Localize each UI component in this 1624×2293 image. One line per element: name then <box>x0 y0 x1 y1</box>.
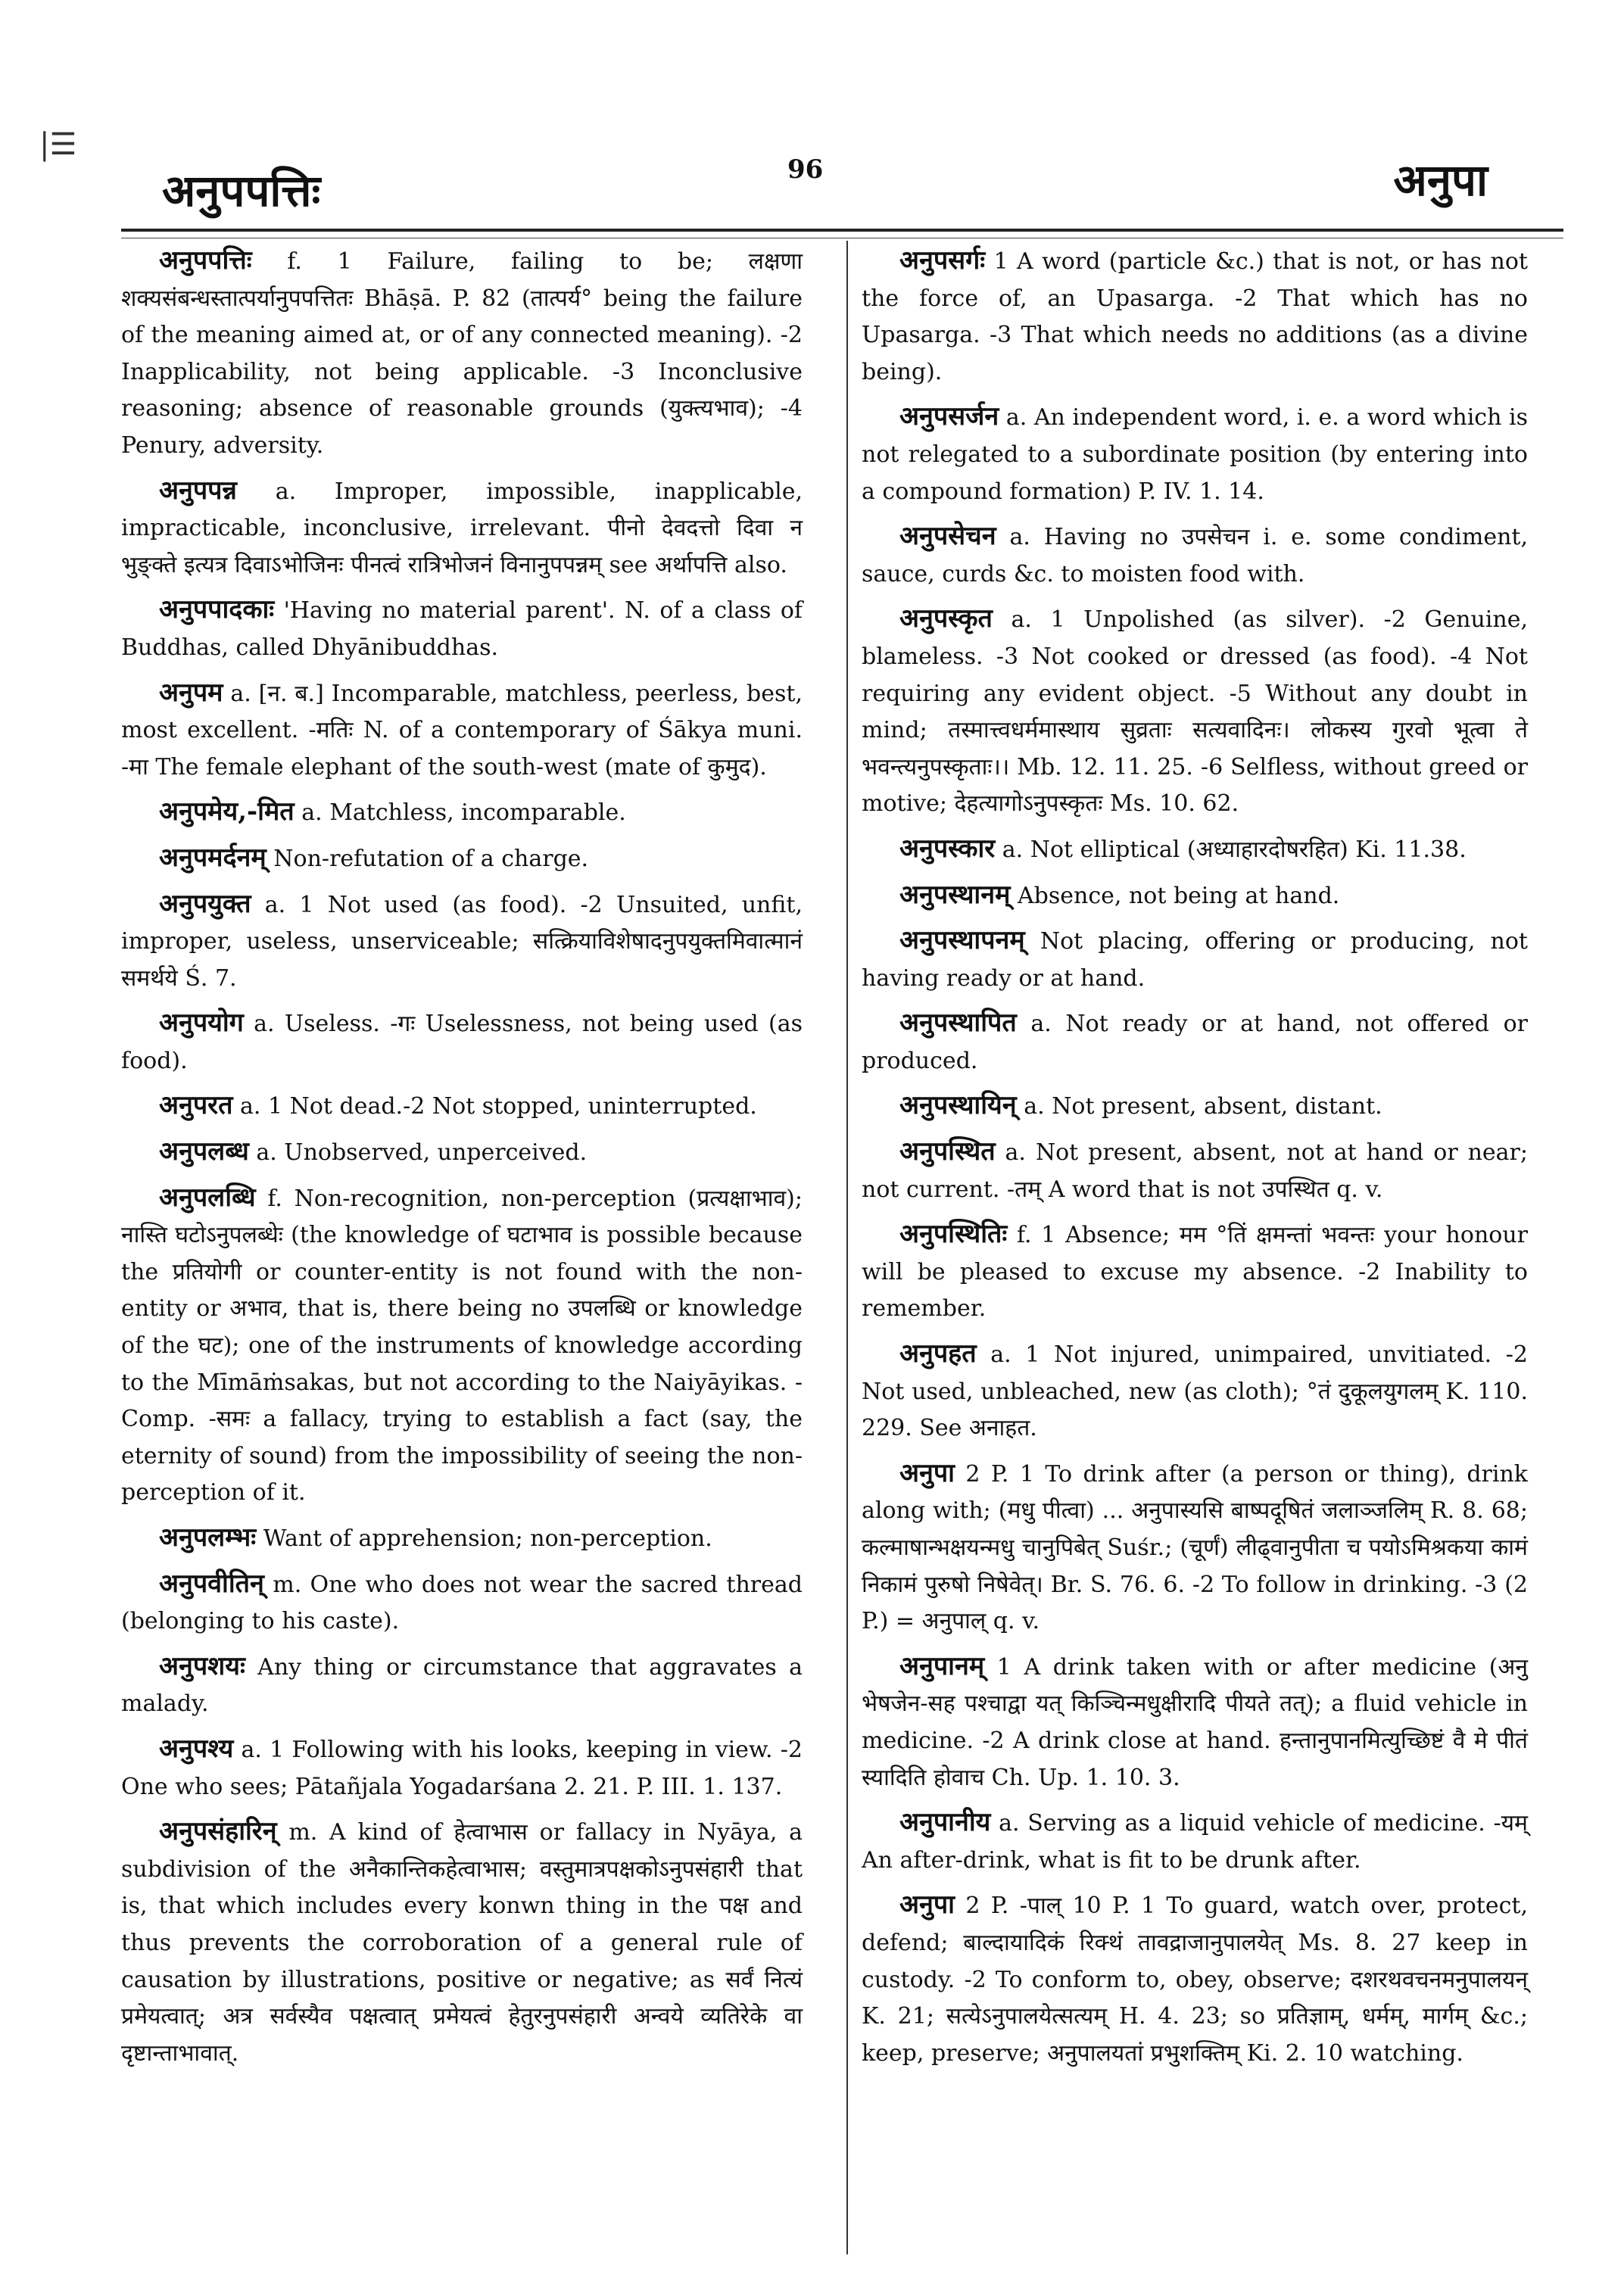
dictionary-entry <box>121 675 803 787</box>
dictionary-entry <box>862 1005 1528 1080</box>
entry-headword: अनुपवीतिन् <box>159 1568 264 1599</box>
dictionary-entry <box>121 1087 803 1126</box>
left-column <box>121 242 803 2080</box>
entry-definition: a. Serving as a liquid vehicle of medicine. -यम् An after-drink, what is fit to be drunk after. <box>862 1810 1528 1874</box>
entry-definition: a. Having no उपसेचन i. e. some condiment, sauce, curds &c. to moisten food with. <box>862 524 1528 587</box>
entry-headword: अनुपसर्गः <box>899 245 986 276</box>
dictionary-entry <box>121 886 803 998</box>
entry-headword: अनुपमेय,-मित <box>159 796 295 827</box>
dictionary-entry <box>121 1005 803 1080</box>
entry-headword: अनुपस्थापित <box>899 1008 1017 1039</box>
page-number: 96 <box>787 154 824 185</box>
entry-definition: a. Improper, impossible, inapplicable, impracticable, inconclusive, irrelevant. पीनो देवदत्तो दिवा न भुङ्क्ते इत्यत्र दिवाऽभोजिनः पीनत्वं रात्रिभोजनं विनानुपपन्नम् see अर्थापत्ति also. <box>121 478 803 578</box>
entry-definition: a. 1 Following with his looks, keeping in view. -2 One who sees; Pātañjala Yogadarśana 2. 21. P. III. 1. 137. <box>121 1736 803 1800</box>
dictionary-entry <box>121 1648 803 1723</box>
running-head-left: अनुपपत्तिः <box>162 165 321 217</box>
entry-headword: अनुपयोग <box>159 1008 244 1039</box>
right-column <box>862 242 1528 2080</box>
entry-definition: a. Useless. -गः Uselessness, not being used (as food). <box>121 1011 803 1074</box>
entry-headword: अनुपश्य <box>159 1733 234 1764</box>
entry-definition: a. 1 Not injured, unimpaired, unvitiated. -2 Not used, unbleached, new (as cloth); °तं दुकूलयुगलम् K. 110. 229. See अनाहत. <box>862 1341 1528 1442</box>
dictionary-entry <box>862 242 1528 391</box>
entry-definition: Non-refutation of a charge. <box>273 845 589 872</box>
dictionary-entry <box>862 830 1528 869</box>
entry-headword: अनुपसंहारिन् <box>159 1816 277 1847</box>
dictionary-entry <box>121 840 803 878</box>
dictionary-entry <box>121 1566 803 1640</box>
entry-headword: अनुपानीय <box>899 1807 991 1838</box>
dictionary-entry <box>862 398 1528 510</box>
entry-headword: अनुपस्थानम् <box>899 879 1011 910</box>
entry-definition: 2 P. -पाल् 10 P. 1 To guard, watch over, protect, defend; बाल्दायादिकं रिक्थं तावद्राजानुपालयेत् Ms. 8. 27 keep in custody. -2 To conform to, obey, observe; दशरथवचनमनुपालयन् K. 21; सत्येऽनुपालयेत्सत्यम् H. 4. 23; so प्रतिज्ञाम्, धर्मम्, मार्गम् &c.; keep, preserve; अनुपालयतां प्रभुशक्तिम् Ki. 2. 10 watching. <box>862 1893 1528 2067</box>
entry-headword: अनुपपादकाः <box>159 594 275 625</box>
entry-definition: a. 1 Unpolished (as silver). -2 Genuine, blameless. -3 Not cooked or dressed (as food). -4 Not requiring any evident object. -5 Without any doubt in mind; तस्मात्त्वधर्ममास्थाय सुव्रताः सत्यवादिनः। लोकस्य गुरवो भूत्वा ते भवन्त्यनुपस्कृताः।। Mb. 12. 11. 25. -6 Selfless, without greed or motive; देहत्यागोऽनुपस्कृतः Ms. 10. 62. <box>862 606 1528 818</box>
dictionary-entry <box>862 1087 1528 1126</box>
entry-definition: a. Not elliptical (अध्याहारदोषरहित) Ki. 11.38. <box>1002 836 1467 863</box>
dictionary-entry <box>862 922 1528 997</box>
entry-definition: 2 P. 1 To drink after (a person or thing), drink along with; (मधु पीत्वा) ... अनुपास्यसि बाष्पदूषितं जलाञ्जलिम् R. 8. 68; कल्माषान्भक्षयन्मधु चानुपिबेत् Suśr.; (चूर्णं) लीढ्वानुपीता च पयोऽमिश्रकया कामं निकामं पुरुषो निषेवेत्। Br. S. 76. 6. -2 To follow in drinking. -3 (2 P.) = अनुपाल् q. v. <box>862 1460 1528 1635</box>
dictionary-entry <box>862 1886 1528 2072</box>
entry-headword: अनुपहत <box>899 1338 977 1369</box>
entry-definition: a. Not present, absent, not at hand or near; not current. -तम् A word that is not उपस्थित q. v. <box>862 1139 1528 1203</box>
entry-definition: a. Unobserved, unperceived. <box>256 1139 588 1167</box>
dictionary-entry <box>121 1133 803 1172</box>
entry-headword: अनुपमर्दनम् <box>159 842 267 873</box>
dictionary-entry <box>862 877 1528 915</box>
entry-headword: अनुपस्थायिन् <box>899 1090 1017 1121</box>
entry-definition: a. Not present, absent, distant. <box>1024 1093 1382 1120</box>
entry-headword: अनुपम <box>159 677 223 708</box>
dictionary-entry <box>121 1519 803 1558</box>
entry-definition: a. 1 Not used (as food). -2 Unsuited, unfit, improper, useless, unserviceable; सत्क्रियाविशेषादनुपयुक्तमिवात्मानं समर्थये Ś. 7. <box>121 891 803 992</box>
entry-headword: अनुपयुक्त <box>159 888 251 919</box>
dictionary-entry <box>862 1455 1528 1640</box>
entry-headword: अनुपलम्भः <box>159 1522 257 1553</box>
dictionary-entry <box>862 1648 1528 1796</box>
entry-headword: अनुपस्थापनम् <box>899 925 1025 956</box>
entry-headword: अनुपरत <box>159 1090 233 1121</box>
entry-headword: अनुपा <box>899 1890 955 1921</box>
entry-headword: अनुपशयः <box>159 1650 245 1681</box>
entry-definition: a. Not ready or at hand, not offered or produced. <box>862 1011 1528 1074</box>
entry-headword: अनुपलब्धि <box>159 1182 256 1213</box>
entry-headword: अनुपस्थितिः <box>899 1219 1008 1250</box>
entry-headword: अनुपस्कृत <box>899 603 993 634</box>
entry-definition: a. [न. ब.] Incomparable, matchless, peerless, best, most excellent. -मतिः N. of a contemporary of Śākya muni. -मा The female elephant of the south-west (mate of कुमुद). <box>121 680 803 780</box>
entry-definition: a. 1 Not dead.-2 Not stopped, uninterrupted. <box>240 1093 757 1120</box>
entry-headword: अनुपपन्न <box>159 475 237 506</box>
dictionary-entry <box>862 1804 1528 1879</box>
entry-definition: m. A kind of हेत्वाभास or fallacy in Nyāya, a subdivision of the अनैकान्तिकहेत्वाभास; वस्तुमात्रपक्षकोऽनुपसंहारी that is, that which includes every konwn thing in the पक्ष and thus prevents the corroboration of a general rule of causation by illustrations, positive or negative; as सर्वं नित्यं प्रमेयत्वात्; अत्र सर्वस्यैव पक्षत्वात् प्रमेयत्वं हेतुरनुपसंहारी अन्वये व्यतिरेके वा दृष्टान्ताभावात्. <box>121 1819 803 2067</box>
dictionary-entry <box>862 1133 1528 1208</box>
entry-headword: अनुपलब्ध <box>159 1136 249 1167</box>
entry-definition: Absence, not being at hand. <box>1018 882 1340 909</box>
entry-headword: अनुपसेचन <box>899 521 996 552</box>
dictionary-entry <box>121 472 803 584</box>
entry-headword: अनुपसर्जन <box>899 401 999 432</box>
entry-definition: 1 A drink taken with or after medicine (अनु भेषजेन-सह पश्चाद्वा यत् किञ्चिन्मधुक्षीरादि पीयते तत्); a fluid vehicle in medicine. -2 A drink close at hand. हन्तानुपानमित्युच्छिष्टं वै मे पीतं स्यादिति होवाच Ch. Up. 1. 10. 3. <box>862 1653 1528 1791</box>
dictionary-entry <box>862 518 1528 593</box>
dictionary-entry <box>862 1216 1528 1328</box>
dictionary-entry <box>121 1813 803 2072</box>
entry-headword: अनुपानम् <box>899 1650 985 1681</box>
column-divider <box>846 241 848 2254</box>
dictionary-entry <box>121 1731 803 1805</box>
header-rule <box>121 229 1563 232</box>
entry-headword: अनुपपत्तिः <box>159 245 252 276</box>
dictionary-entry <box>862 1335 1528 1447</box>
entry-definition: Want of apprehension; non-perception. <box>263 1525 712 1552</box>
entry-headword: अनुपस्थित <box>899 1136 996 1167</box>
entry-definition: 1 A word (particle &c.) that is not, or has not the force of, an Upasarga. -2 That which has no Upasarga. -3 That which needs no additions (as a divine being). <box>862 248 1528 385</box>
dictionary-entry <box>121 1179 803 1512</box>
entry-headword: अनुपा <box>899 1457 955 1488</box>
entry-definition: f. 1 Failure, failing to be; लक्षणा शक्यसंबन्धस्तात्पर्यानुपपत्तितः Bhāṣā. P. 82 (तात्पर्य° being the failure of the meaning aimed at, or of any connected meaning). -2 Inapplicability, not being applicable. -3 Inconclusive reasoning; absence of reasonable grounds (युक्त्यभाव); -4 Penury, adversity. <box>121 248 803 459</box>
dictionary-entry <box>862 600 1528 823</box>
entry-definition: f. 1 Absence; मम °तिं क्षमन्तां भवन्तः your honour will be pleased to excuse my absence. -2 Inability to remember. <box>862 1222 1528 1323</box>
entry-definition: 'Having no material parent'. N. of a class of Buddhas, called Dhyānibuddhas. <box>121 597 803 661</box>
entry-definition: f. Non-recognition, non-perception (प्रत्यक्षाभाव); नास्ति घटोऽनुपलब्धेः (the knowledge of घटाभाव is possible because the प्रतियोगी or counter-entity is not found with the non-entity or अभाव, that is, there being no उपलब्धि or knowledge of the घट); one of the instruments of knowledge according to the Mīmāṁsakas, but not according to the Naiyāyikas. -Comp. -समः a fallacy, trying to establish a fact (say, the eternity of sound) from the impossibility of seeing the non-perception of it. <box>121 1185 803 1506</box>
entry-headword: अनुपस्कार <box>899 833 996 864</box>
dictionary-entry <box>121 242 803 465</box>
dictionary-entry <box>121 793 803 832</box>
entry-definition: a. Matchless, incomparable. <box>301 799 626 827</box>
running-head-right: अनुपा <box>1393 154 1488 206</box>
entry-definition: Not placing, offering or producing, not having ready or at hand. <box>862 928 1528 992</box>
entry-definition: a. An independent word, i. e. a word which is not relegated to a subordinate position (by entering into a compound formation) P. IV. 1. 14. <box>862 404 1528 505</box>
entry-definition: m. One who does not wear the sacred thread (belonging to his caste). <box>121 1571 803 1635</box>
entry-definition: Any thing or circumstance that aggravates a malady. <box>121 1653 803 1718</box>
margin-mark: |☰ <box>39 127 77 162</box>
dictionary-entry <box>121 591 803 666</box>
